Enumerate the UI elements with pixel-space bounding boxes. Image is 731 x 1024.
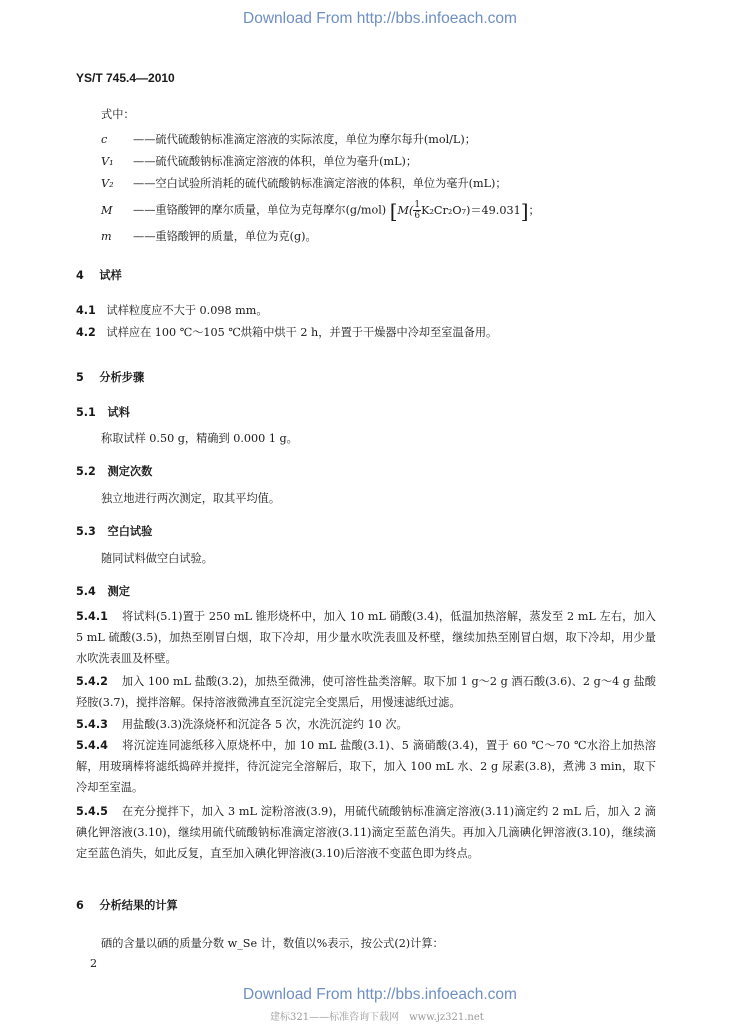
variable-desc: ——硫代硫酸钠标准滴定溶液的实际浓度，单位为摩尔每升(mol/L)； [133,133,476,146]
clause-5-1-text: 称取试样 0.50 g，精确到 0.000 1 g。 [101,432,298,445]
variable-symbol: c [101,133,108,146]
section-number: 6 [76,899,84,912]
clause-number: 5.4.4 [76,739,108,752]
clause-4-1 [76,302,268,320]
variable-symbol: V₂ [101,177,114,190]
clause-text: 试样应在 100 ℃～105 ℃烘箱中烘干 2 h，并置于干燥器中冷却至室温备用。 [106,326,498,339]
clause-5-4-1 [76,606,656,669]
clause-number: 5.4.2 [76,675,108,688]
clause-number: 5.2 [76,465,96,478]
formula-prefix: M( [397,203,414,217]
where-label: 式中： [101,108,135,121]
clause-number: 4.2 [76,326,96,339]
variable-def-c [101,131,476,149]
clause-number: 4.1 [76,304,96,317]
clause-number: 5.3 [76,525,96,538]
clause-5-4-heading [76,583,130,599]
page-number: 2 [90,957,98,970]
clause-text: 将试料(5.1)置于 250 mL 锥形烧杯中，加入 10 mL 硝酸(3.4)，低温加热溶解，蒸发至 2 mL 左右，加入 5 mL 硫酸(3.5)，加热至刚冒白烟，取下冷却，用少量水吹洗表皿及杯壁，继续加热至刚冒白烟，取下冷却，用少量水吹洗表皿及杯壁。 [76,610,656,665]
variable-def-m-molar [101,200,540,221]
clause-text: 试样粒度应不大于 0.098 mm。 [106,304,268,317]
clause-5-3-heading [76,523,152,539]
variable-def-v1 [101,153,417,171]
variable-desc: ——空白试验所消耗的硫代硫酸钠标准滴定溶液的体积，单位为毫升(mL)； [133,177,507,190]
variable-symbol: V₁ [101,155,114,168]
header-watermark: Download From http://bbs.infoeach.com [243,10,517,27]
footer-watermark: Download From http://bbs.infoeach.com [243,986,517,1003]
standard-number: YS/T 745.4—2010 [76,71,175,85]
section-6-text: 硒的含量以硒的质量分数 w_Se 计，数值以%表示，按公式(2)计算： [101,937,444,950]
formula-fraction [413,200,421,221]
clause-5-4-3 [76,714,656,735]
fraction-numerator: 1 [414,200,421,210]
formula-value: )＝49.031 [466,203,521,217]
variable-def-v2 [101,175,507,193]
clause-number: 5.4.1 [76,610,108,623]
section-4-heading [76,267,122,283]
clause-text: 将沉淀连同滤纸移入原烧杯中，加 10 mL 盐酸(3.1)、5 滴硝酸(3.4)，置于 60 ℃～70 ℃水浴上加热溶解，用玻璃棒将滤纸捣碎并搅拌，待沉淀完全溶解后，取下，加入 100 mL 水、2 g 尿素(3.8)，煮沸 3 min，取下冷却至室温。 [76,739,656,794]
variable-def-m [101,228,317,246]
clause-number: 5.4 [76,585,96,598]
section-number: 5 [76,371,84,384]
clause-text: 用盐酸(3.3)洗涤烧杯和沉淀各 5 次，水洗沉淀约 10 次。 [121,718,408,731]
molar-mass-formula: [M( $\frac{1}{6}$ K₂Cr₂O₇)＝49.031]； [389,198,540,223]
formula-compound: K₂Cr₂O₇ [421,203,466,217]
clause-title: 空白试验 [107,525,153,538]
clause-5-4-2 [76,671,656,713]
clause-5-3-text: 随同试料做空白试验。 [101,552,213,565]
section-title: 分析步骤 [99,371,145,384]
clause-5-4-5 [76,801,656,864]
clause-5-4-4 [76,735,656,798]
fraction-denominator: 6 [414,211,421,221]
section-title: 分析结果的计算 [99,899,178,912]
variable-desc: ——重铬酸钾的质量，单位为克(g)。 [133,230,317,243]
clause-text: 在充分搅拌下，加入 3 mL 淀粉溶液(3.9)，用硫代硫酸钠标准滴定溶液(3.11)滴定约 2 mL 后，加入 2 滴碘化钾溶液(3.10)，继续用硫代硫酸钠标准滴定溶液(3.11)滴定至蓝色消失。再加入几滴碘化钾溶液(3.10)，继续滴定至蓝色消失，如此反复，直至加入碘化钾溶液(3.10)后溶液不变蓝色即为终点。 [76,805,656,860]
clause-5-2-text: 独立地进行两次测定，取其平均值。 [101,492,281,505]
clause-text: 加入 100 mL 盐酸(3.2)，加热至微沸，使可溶性盐类溶解。取下加 1 g～2 g 酒石酸(3.6)、2 g～4 g 盐酸羟胺(3.7)，搅拌溶解。保持溶液微沸直至沉淀完全变黑后，用慢速滤纸过滤。 [76,675,656,709]
clause-number: 5.4.5 [76,805,108,818]
clause-number: 5.4.3 [76,718,108,731]
section-6-heading [76,897,178,913]
clause-number: 5.1 [76,406,96,419]
variable-symbol: m [101,230,112,243]
variable-symbol: M [101,203,113,217]
variable-desc: ——重铬酸钾的摩尔质量，单位为克每摩尔(g/mol) [133,203,387,217]
clause-title: 试料 [107,406,130,419]
footer-small-text: 建标321——标准咨询下载网 www.jz321.net [270,1012,484,1023]
variable-desc: ——硫代硫酸钠标准滴定溶液的体积，单位为毫升(mL)； [133,155,418,168]
clause-5-2-heading [76,463,152,479]
formula-tail: ； [528,203,540,217]
clause-5-1-heading [76,404,130,420]
clause-4-2 [76,324,497,342]
section-5-heading [76,369,144,385]
clause-title: 测定 [107,585,130,598]
section-title: 试样 [99,269,122,282]
clause-title: 测定次数 [107,465,153,478]
section-number: 4 [76,269,84,282]
